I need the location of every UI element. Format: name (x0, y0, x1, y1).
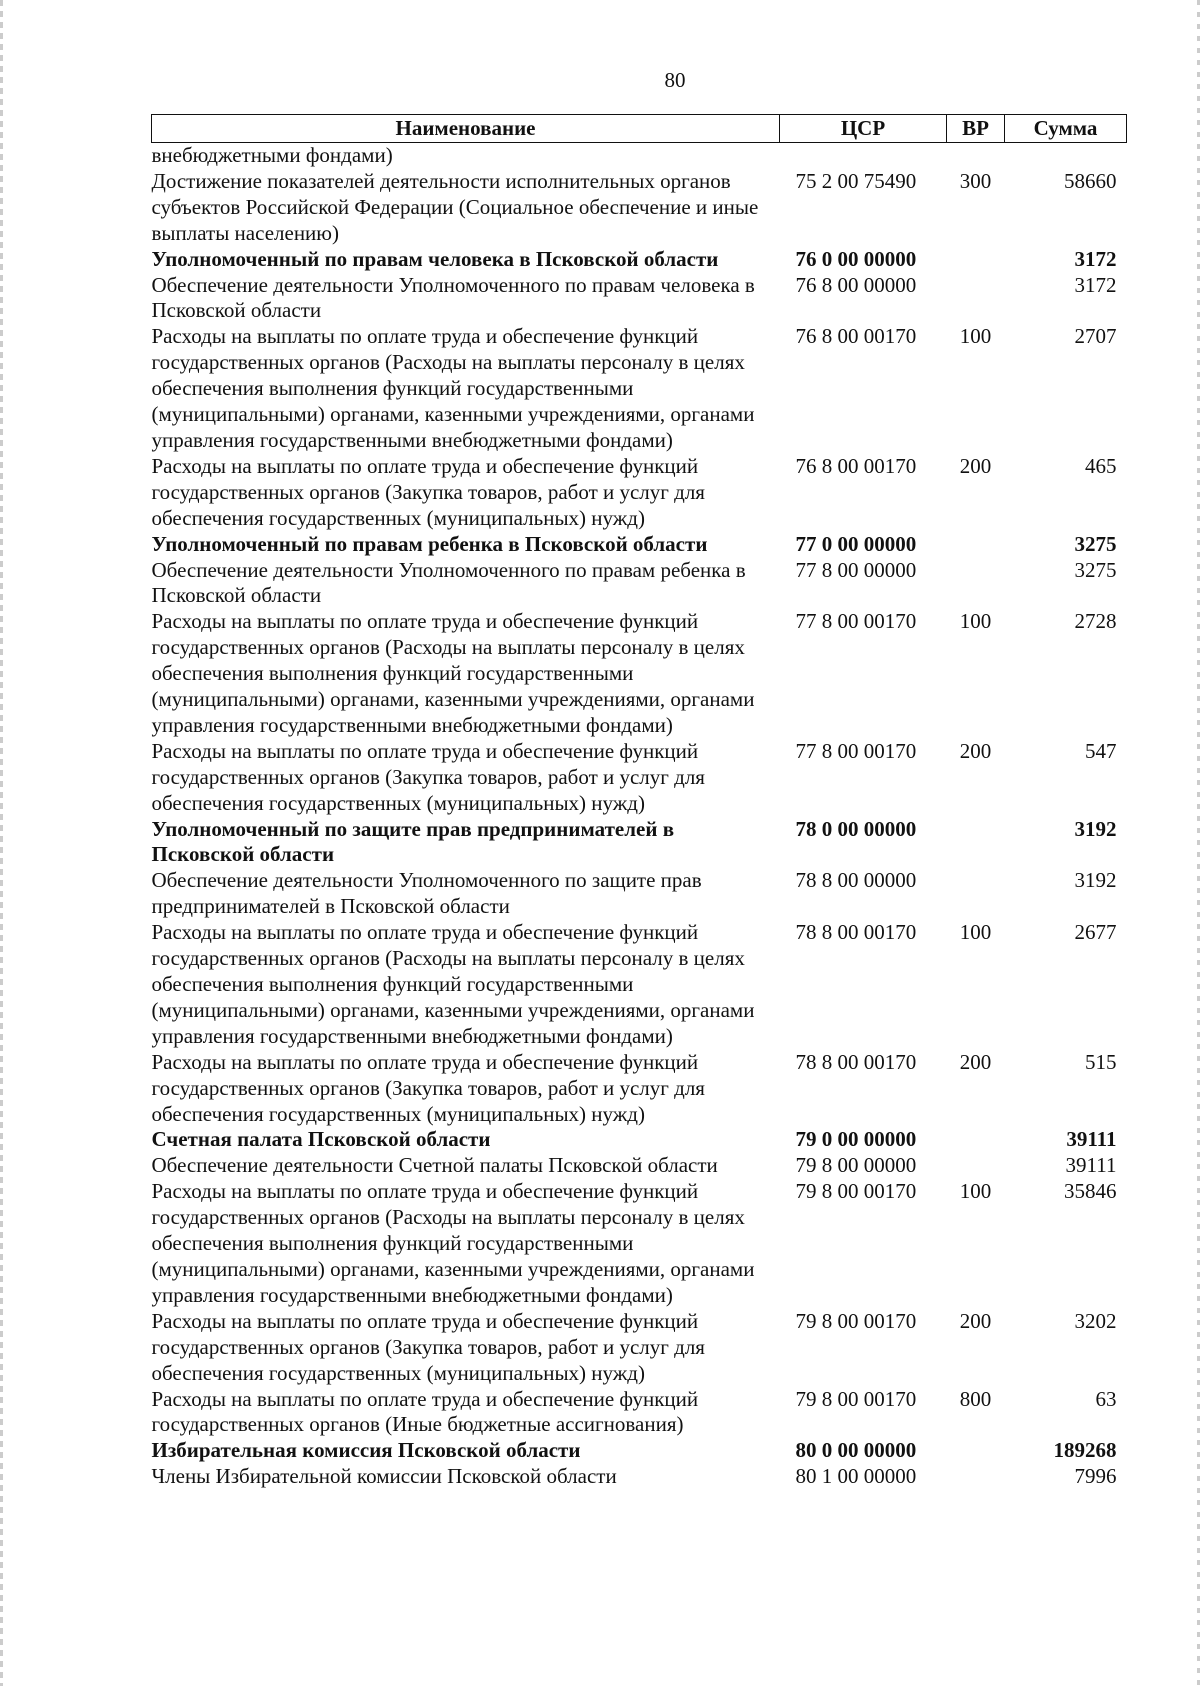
cell-csr: 79 8 00 00170 (795, 1179, 917, 1204)
scan-edge-left (0, 0, 3, 1686)
cell-sum: 2677 (1074, 920, 1117, 945)
cell-name: Уполномоченный по правам ребенка в Псковской области (151, 531, 708, 556)
cell-vr (947, 1127, 1005, 1153)
cell-sum: 3275 (1074, 557, 1117, 582)
cell-csr: 79 0 00 00000 (795, 1127, 917, 1152)
cell-sum: 3172 (1074, 272, 1117, 297)
cell-vr: 100 (959, 609, 992, 634)
cell-sum: 3275 (1074, 531, 1117, 556)
cell-csr: 77 8 00 00170 (795, 609, 917, 634)
cell-name: Счетная палата Псковской области (151, 1127, 491, 1152)
table-row (152, 1438, 1127, 1464)
table-row (152, 609, 1127, 739)
header-name: Наименование (152, 115, 780, 143)
table-row (152, 817, 1127, 869)
cell-csr: 76 0 00 00000 (795, 246, 917, 271)
table-row (152, 273, 1127, 325)
cell-csr: 78 0 00 00000 (795, 816, 917, 841)
cell-sum: 3172 (1074, 246, 1117, 271)
cell-sum: 7996 (1074, 1464, 1117, 1489)
cell-csr: 78 8 00 00170 (795, 920, 917, 945)
budget-table (151, 114, 1127, 1490)
header-vr: ВР (947, 115, 1005, 143)
cell-vr (947, 247, 1005, 273)
cell-name: Расходы на выплаты по оплате труда и обеспечение функций государственных органов (Расходы на выплаты персоналу в целях обеспечения выполнения функций государственными (муниципальными) органами, казенными учреждениями, органами управления государственными внебюджетными фондами) (151, 324, 755, 452)
cell-vr (947, 143, 1005, 169)
table-row (152, 454, 1127, 532)
header-csr: ЦСР (780, 115, 947, 143)
cell-sum: 3192 (1074, 868, 1117, 893)
cell-sum: 39111 (1065, 1153, 1117, 1178)
cell-vr (947, 1438, 1005, 1464)
cell-csr: 78 8 00 00170 (795, 1049, 917, 1074)
table-row (152, 169, 1127, 247)
table-row (152, 1050, 1127, 1128)
cell-csr: 75 2 00 75490 (795, 168, 917, 193)
cell-sum: 39111 (1066, 1127, 1117, 1152)
cell-csr: 78 8 00 00000 (795, 868, 917, 893)
cell-sum: 58660 (1064, 168, 1117, 193)
cell-name: Расходы на выплаты по оплате труда и обеспечение функций государственных органов (Расходы на выплаты персоналу в целях обеспечения выполнения функций государственными (муниципальными) органами, казенными учреждениями, органами управления государственными внебюджетными фондами) (151, 1179, 755, 1307)
cell-csr: 76 8 00 00000 (795, 272, 917, 297)
cell-vr (947, 1464, 1005, 1490)
cell-sum: 63 (1095, 1386, 1117, 1411)
cell-name: Расходы на выплаты по оплате труда и обеспечение функций государственных органов (Расходы на выплаты персоналу в целях обеспечения выполнения функций государственными (муниципальными) органами, казенными учреждениями, органами управления государственными внебюджетными фондами) (151, 609, 755, 737)
cell-vr (947, 558, 1005, 610)
cell-sum: 515 (1085, 1049, 1117, 1074)
cell-sum: 547 (1085, 738, 1117, 763)
cell-vr (947, 1153, 1005, 1179)
cell-vr: 100 (959, 324, 992, 349)
cell-vr (947, 273, 1005, 325)
cell-sum: 3202 (1074, 1308, 1117, 1333)
table-row (152, 739, 1127, 817)
table-row (152, 247, 1127, 273)
cell-sum: 2707 (1074, 324, 1117, 349)
cell-name: Обеспечение деятельности Счетной палаты Псковской области (151, 1153, 718, 1178)
cell-csr: 80 0 00 00000 (795, 1438, 917, 1463)
cell-name: Достижение показателей деятельности исполнительных органов субъектов Российской Федерации (Социальное обеспечение и иные выплаты населению) (151, 168, 759, 245)
cell-name: Обеспечение деятельности Уполномоченного по защите прав предпринимателей в Псковской области (151, 868, 702, 919)
cell-vr: 800 (959, 1386, 992, 1411)
table-row (152, 324, 1127, 454)
cell-name: Расходы на выплаты по оплате труда и обеспечение функций государственных органов (Расходы на выплаты персоналу в целях обеспечения выполнения функций государственными (муниципальными) органами, казенными учреждениями, органами управления государственными внебюджетными фондами) (151, 920, 755, 1048)
table-header (152, 115, 1127, 143)
cell-vr: 200 (959, 738, 992, 763)
table-row (152, 1153, 1127, 1179)
cell-name: Уполномоченный по правам человека в Псковской области (151, 246, 719, 271)
cell-vr (947, 868, 1005, 920)
cell-csr: 76 8 00 00170 (795, 453, 917, 478)
cell-name: Расходы на выплаты по оплате труда и обеспечение функций государственных органов (Закупка товаров, работ и услуг для обеспечения государственных (муниципальных) нужд) (151, 453, 705, 530)
cell-sum (1005, 143, 1127, 169)
table-row (152, 558, 1127, 610)
header-sum: Сумма (1005, 115, 1127, 143)
cell-name: Расходы на выплаты по оплате труда и обеспечение функций государственных органов (Закупка товаров, работ и услуг для обеспечения государственных (муниципальных) нужд) (151, 1308, 705, 1385)
cell-name: Расходы на выплаты по оплате труда и обеспечение функций государственных органов (Иные бюджетные ассигнования) (151, 1386, 699, 1437)
table-body (152, 143, 1127, 1491)
cell-csr: 77 8 00 00170 (795, 738, 917, 763)
cell-sum: 2728 (1074, 609, 1117, 634)
cell-sum: 3192 (1074, 816, 1117, 841)
cell-name: Обеспечение деятельности Уполномоченного по правам ребенка в Псковской области (151, 557, 746, 608)
table-row (152, 1179, 1127, 1309)
cell-csr: 79 8 00 00170 (795, 1308, 917, 1333)
cell-vr (947, 817, 1005, 869)
cell-name: Члены Избирательной комиссии Псковской области (151, 1464, 617, 1489)
cell-vr: 200 (959, 1308, 992, 1333)
cell-csr: 80 1 00 00000 (795, 1464, 917, 1489)
cell-csr: 79 8 00 00000 (795, 1153, 917, 1178)
table-row (152, 143, 1127, 169)
cell-sum: 35846 (1064, 1179, 1117, 1204)
table-row (152, 1464, 1127, 1490)
cell-csr: 79 8 00 00170 (795, 1386, 917, 1411)
cell-csr: 77 0 00 00000 (795, 531, 917, 556)
page-number: 80 (664, 68, 686, 92)
cell-sum: 189268 (1053, 1438, 1117, 1463)
cell-vr: 100 (959, 920, 992, 945)
cell-vr: 200 (959, 453, 992, 478)
cell-name: Расходы на выплаты по оплате труда и обеспечение функций государственных органов (Закупка товаров, работ и услуг для обеспечения государственных (муниципальных) нужд) (151, 738, 705, 815)
cell-vr: 100 (959, 1179, 992, 1204)
table-row (152, 1127, 1127, 1153)
cell-vr: 200 (959, 1049, 992, 1074)
table-row (152, 532, 1127, 558)
table-row (152, 920, 1127, 1050)
cell-csr: 77 8 00 00000 (795, 557, 917, 582)
cell-sum: 465 (1085, 453, 1117, 478)
table-row (152, 868, 1127, 920)
cell-vr (947, 532, 1005, 558)
cell-name: Избирательная комиссия Псковской области (151, 1438, 581, 1463)
cell-name: Обеспечение деятельности Уполномоченного по правам человека в Псковской области (151, 272, 755, 323)
cell-vr: 300 (959, 168, 992, 193)
cell-name: внебюджетными фондами) (151, 143, 393, 167)
cell-name: Расходы на выплаты по оплате труда и обеспечение функций государственных органов (Закупка товаров, работ и услуг для обеспечения государственных (муниципальных) нужд) (151, 1049, 705, 1126)
cell-csr (780, 143, 947, 169)
table-row (152, 1309, 1127, 1387)
cell-name: Уполномоченный по защите прав предпринимателей в Псковской области (151, 816, 675, 867)
cell-csr: 76 8 00 00170 (795, 324, 917, 349)
table-row (152, 1387, 1127, 1439)
